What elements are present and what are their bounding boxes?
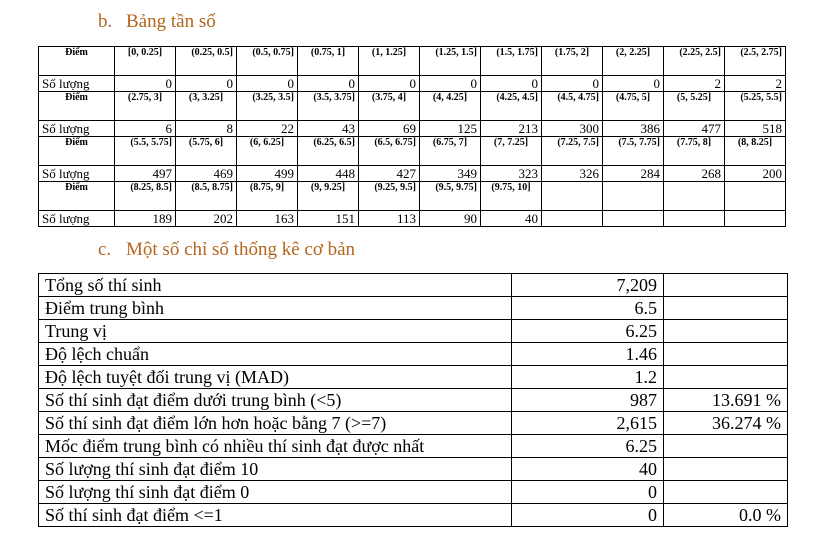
count-cell: 448	[298, 166, 359, 182]
section-c-letter: c.	[98, 239, 112, 260]
count-cell: 213	[481, 121, 542, 137]
score-bin-cell: (9.25, 9.5]	[359, 182, 420, 211]
count-cell: 6	[115, 121, 176, 137]
score-bin-cell: (4, 4.25]	[420, 92, 481, 121]
points-row	[39, 137, 786, 166]
score-bin-cell: (5, 5.25]	[664, 92, 725, 121]
stat-row	[39, 320, 788, 343]
count-cell: 0	[298, 76, 359, 92]
count-cell: 40	[481, 211, 542, 227]
score-bin-cell: (8.25, 8.5]	[115, 182, 176, 211]
stat-value: 7,209	[512, 274, 664, 297]
stat-percent	[664, 481, 788, 504]
score-bin-cell: (2.75, 3]	[115, 92, 176, 121]
points-row	[39, 92, 786, 121]
stat-row	[39, 435, 788, 458]
stat-value: 987	[512, 389, 664, 412]
count-cell: 326	[542, 166, 603, 182]
count-cell: 90	[420, 211, 481, 227]
stat-percent	[664, 435, 788, 458]
score-bin-cell: [0, 0.25]	[115, 47, 176, 76]
score-bin-cell: (7.5, 7.75]	[603, 137, 664, 166]
count-cell: 189	[115, 211, 176, 227]
count-cell: 349	[420, 166, 481, 182]
count-cell: 69	[359, 121, 420, 137]
score-bin-cell: (0.25, 0.5]	[176, 47, 237, 76]
stat-percent	[664, 458, 788, 481]
count-cell: 427	[359, 166, 420, 182]
score-bin-cell: (2, 2.25]	[603, 47, 664, 76]
score-bin-cell: (5.25, 5.5]	[725, 92, 786, 121]
stat-label: Tổng số thí sinh	[39, 274, 512, 297]
section-b-heading	[98, 11, 216, 33]
frequency-table	[38, 46, 786, 227]
score-bin-cell: (1.5, 1.75]	[481, 47, 542, 76]
count-cell: 8	[176, 121, 237, 137]
stat-percent	[664, 320, 788, 343]
score-bin-cell: (6.75, 7]	[420, 137, 481, 166]
score-bin-cell: (3.75, 4]	[359, 92, 420, 121]
count-cell: 497	[115, 166, 176, 182]
count-cell: 22	[237, 121, 298, 137]
score-bin-cell: (5.75, 6]	[176, 137, 237, 166]
count-cell: 0	[420, 76, 481, 92]
stat-label: Trung vị	[39, 320, 512, 343]
score-bin-cell	[664, 182, 725, 211]
stat-label: Số thí sinh đạt điểm <=1	[39, 504, 512, 527]
points-row-label: Điểm	[39, 137, 115, 166]
score-bin-cell: (0.5, 0.75]	[237, 47, 298, 76]
score-bin-cell: (1, 1.25]	[359, 47, 420, 76]
score-bin-cell: (3.5, 3.75]	[298, 92, 359, 121]
score-bin-cell: (4.25, 4.5]	[481, 92, 542, 121]
score-bin-cell: (5.5, 5.75]	[115, 137, 176, 166]
stat-label: Độ lệch chuẩn	[39, 343, 512, 366]
count-cell	[603, 211, 664, 227]
count-row-label: Số lượng	[39, 166, 115, 182]
count-cell	[664, 211, 725, 227]
count-cell	[725, 211, 786, 227]
points-row	[39, 182, 786, 211]
count-cell: 0	[603, 76, 664, 92]
count-cell: 151	[298, 211, 359, 227]
stat-label: Số thí sinh đạt điểm lớn hơn hoặc bằng 7 (>=7)	[39, 412, 512, 435]
stat-row	[39, 504, 788, 527]
stat-value: 0	[512, 504, 664, 527]
score-bin-cell: (8, 8.25]	[725, 137, 786, 166]
stat-value: 2,615	[512, 412, 664, 435]
score-bin-cell: (7.75, 8]	[664, 137, 725, 166]
stat-label: Số thí sinh đạt điểm dưới trung bình (<5)	[39, 389, 512, 412]
frequency-table-body	[39, 47, 786, 227]
count-cell: 386	[603, 121, 664, 137]
stat-row	[39, 458, 788, 481]
count-cell: 0	[542, 76, 603, 92]
count-cell: 163	[237, 211, 298, 227]
stat-label: Mốc điểm trung bình có nhiều thí sinh đạt được nhất	[39, 435, 512, 458]
statistics-table-body	[39, 274, 788, 527]
count-cell: 518	[725, 121, 786, 137]
stat-percent	[664, 297, 788, 320]
count-cell: 2	[725, 76, 786, 92]
score-bin-cell: (9, 9.25]	[298, 182, 359, 211]
stat-row	[39, 274, 788, 297]
points-row-label: Điểm	[39, 47, 115, 76]
stat-percent	[664, 366, 788, 389]
count-cell: 43	[298, 121, 359, 137]
count-row	[39, 166, 786, 182]
count-cell: 0	[237, 76, 298, 92]
count-cell: 202	[176, 211, 237, 227]
count-cell: 200	[725, 166, 786, 182]
section-c-heading	[98, 239, 355, 261]
score-bin-cell: (0.75, 1]	[298, 47, 359, 76]
section-b-letter: b.	[98, 11, 113, 32]
stat-value: 6.25	[512, 435, 664, 458]
count-row	[39, 76, 786, 92]
count-cell: 113	[359, 211, 420, 227]
count-cell: 0	[359, 76, 420, 92]
stat-value: 1.2	[512, 366, 664, 389]
section-c-title: Một số chỉ số thống kê cơ bản	[126, 239, 356, 260]
score-bin-cell: (8.75, 9]	[237, 182, 298, 211]
statistics-table	[38, 273, 788, 527]
stat-percent: 0.0 %	[664, 504, 788, 527]
stat-label: Điểm trung bình	[39, 297, 512, 320]
score-bin-cell	[603, 182, 664, 211]
stat-row	[39, 297, 788, 320]
stat-label: Độ lệch tuyệt đối trung vị (MAD)	[39, 366, 512, 389]
score-bin-cell: (6.5, 6.75]	[359, 137, 420, 166]
count-cell: 2	[664, 76, 725, 92]
count-row	[39, 121, 786, 137]
count-cell: 477	[664, 121, 725, 137]
points-row	[39, 47, 786, 76]
stat-percent: 13.691 %	[664, 389, 788, 412]
stat-row	[39, 343, 788, 366]
count-cell: 284	[603, 166, 664, 182]
score-bin-cell: (6, 6.25]	[237, 137, 298, 166]
stat-label: Số lượng thí sinh đạt điểm 10	[39, 458, 512, 481]
count-cell: 469	[176, 166, 237, 182]
stat-value: 6.25	[512, 320, 664, 343]
stat-row	[39, 481, 788, 504]
count-row-label: Số lượng	[39, 76, 115, 92]
score-bin-cell: (6.25, 6.5]	[298, 137, 359, 166]
stat-value: 0	[512, 481, 664, 504]
section-b-title: Bảng tần số	[126, 11, 216, 32]
count-cell: 499	[237, 166, 298, 182]
score-bin-cell: (9.5, 9.75]	[420, 182, 481, 211]
count-row-label: Số lượng	[39, 121, 115, 137]
stat-row	[39, 389, 788, 412]
stat-percent: 36.274 %	[664, 412, 788, 435]
score-bin-cell: (8.5, 8.75]	[176, 182, 237, 211]
count-cell: 0	[115, 76, 176, 92]
score-bin-cell: (4.5, 4.75]	[542, 92, 603, 121]
count-cell	[542, 211, 603, 227]
stat-row	[39, 412, 788, 435]
score-bin-cell: (2.5, 2.75]	[725, 47, 786, 76]
score-bin-cell	[725, 182, 786, 211]
count-cell: 0	[481, 76, 542, 92]
count-cell: 300	[542, 121, 603, 137]
stat-percent	[664, 343, 788, 366]
score-bin-cell: (2.25, 2.5]	[664, 47, 725, 76]
score-bin-cell: (3, 3.25]	[176, 92, 237, 121]
stat-label: Số lượng thí sinh đạt điểm 0	[39, 481, 512, 504]
score-bin-cell: (1.75, 2]	[542, 47, 603, 76]
points-row-label: Điểm	[39, 182, 115, 211]
score-bin-cell	[542, 182, 603, 211]
count-cell: 268	[664, 166, 725, 182]
count-row-label: Số lượng	[39, 211, 115, 227]
score-bin-cell: (7.25, 7.5]	[542, 137, 603, 166]
score-bin-cell: (3.25, 3.5]	[237, 92, 298, 121]
count-cell: 0	[176, 76, 237, 92]
stat-value: 6.5	[512, 297, 664, 320]
count-row	[39, 211, 786, 227]
points-row-label: Điểm	[39, 92, 115, 121]
stat-value: 1.46	[512, 343, 664, 366]
score-bin-cell: (1.25, 1.5]	[420, 47, 481, 76]
count-cell: 125	[420, 121, 481, 137]
stat-percent	[664, 274, 788, 297]
stat-value: 40	[512, 458, 664, 481]
score-bin-cell: (9.75, 10]	[481, 182, 542, 211]
stat-row	[39, 366, 788, 389]
score-bin-cell: (7, 7.25]	[481, 137, 542, 166]
score-bin-cell: (4.75, 5]	[603, 92, 664, 121]
count-cell: 323	[481, 166, 542, 182]
